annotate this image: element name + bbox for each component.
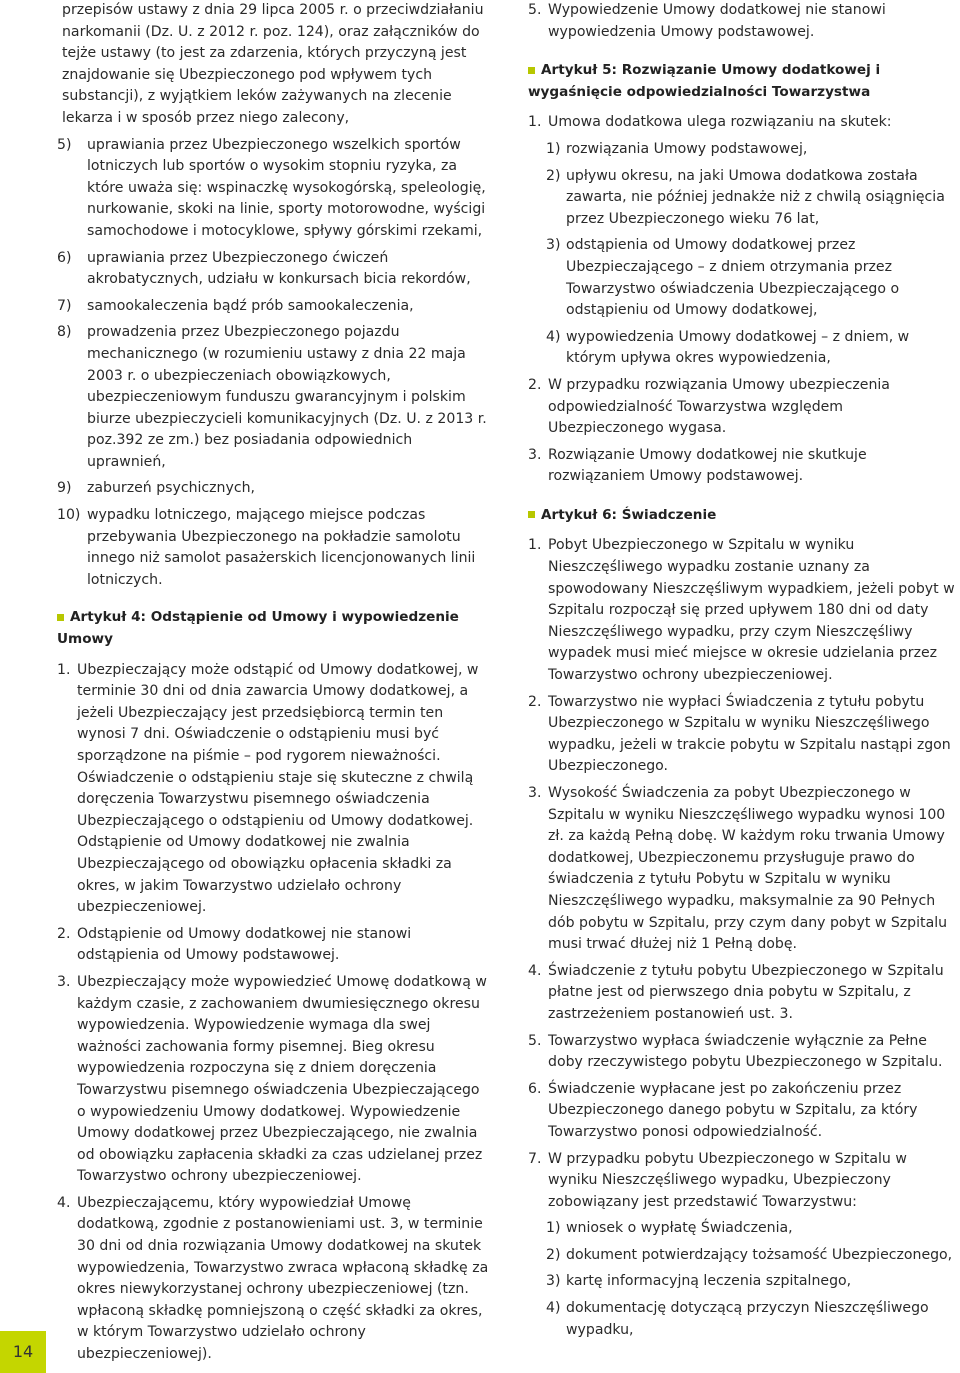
list-item [57, 296, 489, 318]
list-item [528, 1149, 958, 1214]
list-item [57, 972, 489, 1188]
list-item [57, 248, 489, 291]
item-text: dokumentację dotyczącą przyczyn Nieszczęśliwego wypadku, [566, 1300, 929, 1338]
list-item [528, 1218, 958, 1240]
article4-heading [57, 607, 489, 650]
page-number: 14 [0, 1331, 46, 1373]
item-number: 4. [57, 1194, 71, 1211]
item-number: 10) [57, 507, 81, 524]
item-number: 3. [528, 446, 542, 463]
item-number: 1. [528, 537, 542, 554]
list-item [57, 135, 489, 243]
item-text: kartę informacyjną leczenia szpitalnego, [566, 1273, 852, 1290]
item-number: 2) [546, 167, 561, 184]
article5-heading [528, 60, 958, 103]
item-text: Świadczenie z tytułu pobytu Ubezpieczonego w Szpitalu płatne jest od pierwszego dnia pobytu w Szpitalu, z zastrzeżeniem postanowień ust. 3. [548, 962, 944, 1022]
item-number: 5) [57, 136, 72, 153]
item-text: rozwiązania Umowy podstawowej, [566, 140, 808, 157]
item-number: 8) [57, 324, 72, 341]
item-number: 1) [546, 1220, 561, 1237]
item-text: Ubezpieczający może wypowiedzieć Umowę dodatkową w każdym czasie, z zachowaniem dwumiesięcznego okresu wypowiedzenia. Wypowiedzenie wymaga dla swej ważności zachowania formy pisemnej. Bieg okresu wypowiedzenia rozpoczyna się z dniem doręczenia Towarzystwu pisemnego oświadczenia Ubezpieczającego o wypowiedzeniu Umowy dodatkowej. Wypowiedzenie Umowy dodatkowej przez Ubezpieczającego, nie zwalnia od obowiązku zapłacenia składki za czas udzielanej przez Towarzystwo ochrony ubezpieczeniowej. [77, 973, 487, 1185]
item-number: 7) [57, 297, 72, 314]
item-text: Towarzystwo wypłaca świadczenie wyłącznie za Pełne doby rzeczywistego pobytu Ubezpieczonego w Szpitalu. [548, 1032, 943, 1071]
item-number: 2. [57, 925, 71, 942]
item-number: 4) [546, 328, 561, 345]
item-text: Wysokość Świadczenia za pobyt Ubezpieczonego w Szpitalu w wyniku Nieszczęśliwego wypadku wynosi 100 zł. za każdą Pełną dobę. W każdym roku trwania Umowy dodatkowej, Ubezpieczonemu przysługuje prawo do świadczenia z tytułu Pobytu w Szpitalu w wyniku Nieszczęśliwego wypadku, maksymalnie za 90 Pełnych dób pobytu w Szpitalu, przy czym dany pobyt w Szpitalu musi trwać dłużej niż 1 Pełną dobę. [548, 785, 948, 953]
item-number: 6. [528, 1080, 542, 1097]
item-number: 3. [57, 973, 71, 990]
item-text: Umowa dodatkowa ulega rozwiązaniu na skutek: [548, 114, 892, 131]
list-item [528, 692, 958, 778]
right-column [528, 0, 958, 1346]
list-item [528, 327, 958, 370]
item-number: 5. [528, 2, 542, 18]
item-text: uprawiania przez Ubezpieczonego ćwiczeń akrobatycznych, udziału w konkursach bicia rekordów, [87, 249, 471, 288]
item-text: Towarzystwo nie wypłaci Świadczenia z tytułu pobytu Ubezpieczonego w Szpitalu w wyniku Nieszczęśliwego wypadku, jeżeli w trakcie pobytu w Szpitalu nastąpi zgon Ubezpieczonego. [548, 693, 951, 775]
item-text: Odstąpienie od Umowy dodatkowej nie stanowi odstąpienia od Umowy podstawowej. [77, 925, 412, 964]
list-item [528, 139, 958, 161]
item-number: 9) [57, 480, 72, 497]
list-item [57, 478, 489, 500]
item-number: 1. [57, 661, 71, 678]
item-text: Ubezpieczającemu, który wypowiedział Umowę dodatkową, zgodnie z postanowieniami ust. 3, w terminie 30 dni od dnia rozwiązania Umowy dodatkowej na skutek wypowiedzenia, Towarzystwo zwraca wpłaconą składkę za okres niewykorzystanej ochrony ubezpieczeniowej (tzn. wpłaconą składkę pomniejszoną o część składki za okres, w którym Towarzystwo udzielało ochrony ubezpieczeniowej). [77, 1194, 489, 1363]
item-number: 1) [546, 140, 561, 157]
item-text: Rozwiązanie Umowy dodatkowej nie skutkuje rozwiązaniem Umowy podstawowej. [548, 446, 867, 485]
item-text: wniosek o wypłatę Świadczenia, [566, 1220, 793, 1237]
item-text: W przypadku pobytu Ubezpieczonego w Szpitalu w wyniku Nieszczęśliwego wypadku, Ubezpieczony zobowiązany jest przedstawić Towarzystwu: [548, 1150, 907, 1210]
list-item [528, 445, 958, 488]
item-number: 6) [57, 249, 72, 266]
item-number: 4. [528, 962, 542, 979]
item-text: Ubezpieczający może odstąpić od Umowy dodatkowej, w terminie 30 dni od dnia zawarcia Umowy dodatkowej, a jeżeli Ubezpieczający jest przedsiębiorcą termin ten wynosi 7 dni. Oświadczenie o odstąpieniu musi być sporządzone na piśmie – pod rygorem nieważności. Oświadczenie o odstąpieniu staje się skuteczne z chwilą doręczenia Towarzystwu pisemnego oświadczenia Ubezpieczającego o odstąpieniu od Umowy dodatkowej. Odstąpienie od Umowy dodatkowej nie zwalnia Ubezpieczającego od obowiązku opłacenia składki za okres, w jakim Towarzystwo udzielało ochrony ubezpieczeniowej. [77, 661, 479, 916]
item-number: 3. [528, 785, 542, 801]
list-item [57, 924, 489, 967]
list-item [528, 1245, 958, 1267]
list-item [528, 1079, 958, 1144]
item-text: upływu okresu, na jaki Umowa dodatkowa została zawarta, nie później jednakże niż z chwilą osiągnięcia przez Ubezpieczonego wieku 76 lat, [566, 167, 945, 227]
heading-marker [528, 511, 535, 518]
article5-heading-text: Artykuł 5: Rozwiązanie Umowy dodatkowej i wygaśnięcie odpowiedzialności Towarzystwa [528, 62, 881, 100]
list-item [57, 505, 489, 591]
list-item [57, 1193, 489, 1366]
paragraph-continuation: przepisów ustawy z dnia 29 lipca 2005 r. o przeciwdziałaniu narkomanii (Dz. U. z 2012 r. poz. 124), oraz załączników do tejże ustawy (to jest za zdarzenia, których przyczyną jest znajdowanie się Ubezpieczonego pod wpływem tych substancji), z wyjątkiem leków zażywanych na zlecenie lekarza i w sposób przez niego zalecony, [62, 2, 484, 126]
list-item [528, 1031, 958, 1074]
item-text: W przypadku rozwiązania Umowy ubezpieczenia odpowiedzialność Towarzystwa względem Ubezpieczonego wygasa. [548, 376, 890, 437]
list-item [528, 535, 958, 686]
heading-marker [57, 614, 64, 621]
list-item [528, 961, 958, 1026]
item-number: 4) [546, 1300, 561, 1317]
item-number: 7. [528, 1150, 542, 1167]
item-number: 5. [528, 1032, 542, 1049]
item-number: 1. [528, 114, 542, 131]
list-item [528, 112, 958, 134]
item-text: samookaleczenia bądź prób samookaleczenia, [87, 297, 414, 314]
item-text: zaburzeń psychicznych, [87, 480, 255, 497]
item-number: 2. [528, 693, 542, 710]
item-text: wypadku lotniczego, mającego miejsce podczas przebywania Ubezpieczonego na pokładzie samolotu innego niż samolot pasażerskich licencjonowanych linii lotniczych. [87, 507, 476, 588]
item-number: 2) [546, 1246, 561, 1263]
item-text: Wypowiedzenie Umowy dodatkowej nie stanowi wypowiedzenia Umowy podstawowej. [548, 2, 886, 40]
list-item [528, 1298, 958, 1341]
article4-heading-text: Artykuł 4: Odstąpienie od Umowy i wypowiedzenie Umowy [57, 609, 459, 648]
item-number: 3) [546, 1273, 561, 1290]
item-text: prowadzenia przez Ubezpieczonego pojazdu mechanicznego (w rozumieniu ustawy z dnia 22 maja 2003 r. o ubezpieczeniach obowiązkowych, ubezpieczeniowym funduszu gwarancyjnym i polskim biurze ubezpieczycieli komunikacyjnych (Dz. U. z 2013 r. poz.392 ze zm.) bez posiadania odpowiednich uprawnień, [87, 324, 487, 470]
item-text: Pobyt Ubezpieczonego w Szpitalu w wyniku Nieszczęśliwego wypadku zostanie uznany za spowodowany Nieszczęśliwym wypadkiem, jeżeli pobyt w Szpitalu rozpoczął się przed upływem 180 dni od daty Nieszczęśliwego wypadku, przy czym Nieszczęśliwy wypadek musi mieć miejsce w okresie udzielania przez Towarzystwo ochrony ubezpieczeniowej. [548, 537, 955, 684]
list-item [528, 375, 958, 440]
item-number: 3) [546, 237, 561, 254]
item-text: odstąpienia od Umowy dodatkowej przez Ubezpieczającego – z dniem otrzymania przez Towarzystwo oświadczenia Ubezpieczającego o odstąpieniu od Umowy dodatkowej, [566, 237, 900, 319]
list-item [528, 783, 958, 956]
article6-heading [528, 505, 958, 527]
article6-heading-text: Artykuł 6: Świadczenie [541, 506, 717, 523]
list-item [528, 0, 958, 43]
item-text: wypowiedzenia Umowy dodatkowej – z dniem, w którym upływa okres wypowiedzenia, [566, 328, 910, 367]
list-item [528, 235, 958, 321]
list-item [528, 166, 958, 231]
list-item [57, 322, 489, 473]
list-item [528, 1271, 958, 1293]
list-item [57, 660, 489, 919]
item-text: dokument potwierdzający tożsamość Ubezpieczonego, [566, 1246, 953, 1263]
item-number: 2. [528, 376, 542, 393]
item-text: uprawiania przez Ubezpieczonego wszelkich sportów lotniczych lub sportów o wysokim stopniu ryzyka, za które uważa się: wspinaczkę wysokogórską, speleologię, nurkowanie, skoki na linie, sporty motorowodne, wyścigi samochodowe i motocyklowe, spływy górskimi rzekami, [87, 136, 486, 239]
left-column [57, 0, 489, 1371]
heading-marker [528, 67, 535, 74]
item-text: Świadczenie wypłacane jest po zakończeniu przez Ubezpieczonego danego pobytu w Szpitalu, za który Towarzystwo ponosi odpowiedzialność. [548, 1080, 918, 1140]
